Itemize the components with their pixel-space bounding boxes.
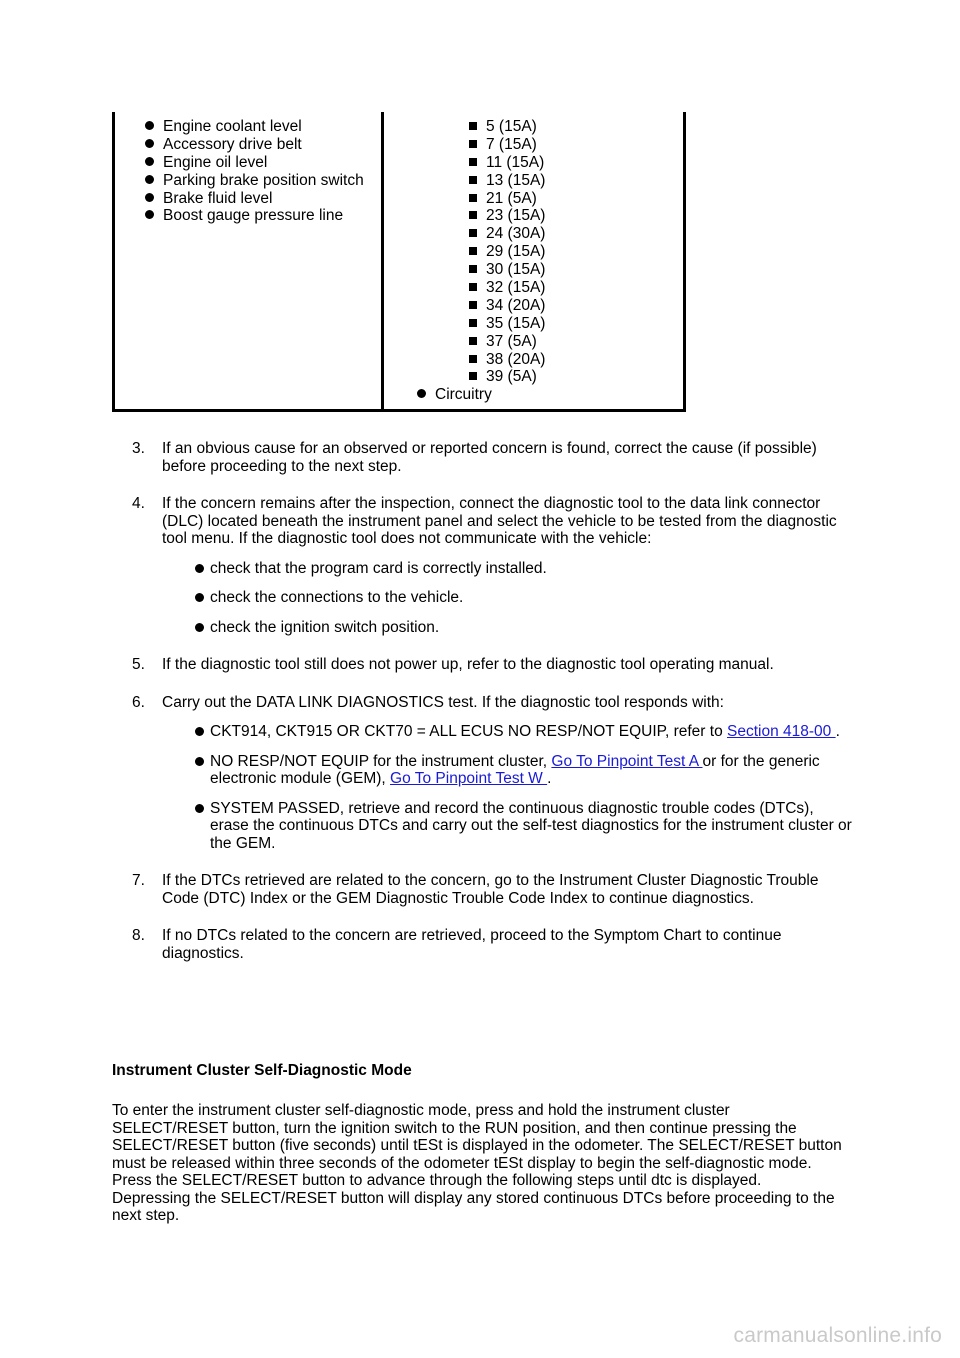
list-item: SYSTEM PASSED, retrieve and record the continuous diagnostic trouble codes (DTCs), erase the continuous DTCs and carry out the self-test diagnostics for the instrument cluster or the GEM. xyxy=(162,800,852,853)
list-item: Engine oil level xyxy=(145,154,364,172)
list-item: Parking brake position switch xyxy=(145,172,364,190)
list-item: check that the program card is correctly installed. xyxy=(162,560,852,578)
fuse-item: 5 (15A) xyxy=(417,118,545,136)
square-bullet-icon xyxy=(469,301,477,309)
square-bullet-icon xyxy=(469,122,477,130)
bullet-icon xyxy=(145,157,154,166)
pinpoint-test-w-link[interactable]: Go To Pinpoint Test W xyxy=(390,770,548,787)
square-bullet-icon xyxy=(469,355,477,363)
square-bullet-icon xyxy=(469,319,477,327)
step-4: 4. If the concern remains after the inspection, connect the diagnostic tool to the data link connector (DLC) located beneath the instrument panel and select the vehicle to be tested from the diagnostic tool menu. If the diagnostic tool does not communicate with the vehicle: check that the program card is correctly installed. check the connections to the vehicle. check the ignition switch position. xyxy=(132,495,852,636)
bullet-icon xyxy=(195,804,204,813)
fuse-item: 21 (5A) xyxy=(417,190,545,208)
step-6: 6. Carry out the DATA LINK DIAGNOSTICS test. If the diagnostic tool responds with: CKT914, CKT915 OR CKT70 = ALL ECUS NO RESP/NOT EQUIP, refer to Section 418-00 . NO RESP/NOT EQUIP for the instrument cluster, Go To Pinpoint Test A or for the generic electronic module (GEM), Go To Pinpoint Test W . SYSTEM PASSED, retrieve and record the continuous diagnostic trouble codes (DTCs), erase the continuous DTCs and carry out the self-test diagnostics for the instrument cluster or the GEM. xyxy=(132,693,852,852)
step-5: 5. If the diagnostic tool still does not power up, refer to the diagnostic tool operating manual. xyxy=(132,656,774,673)
list-item: Circuitry xyxy=(417,386,545,404)
watermark: carmanualsonline.info xyxy=(733,1324,942,1347)
square-bullet-icon xyxy=(469,158,477,166)
pinpoint-test-a-link[interactable]: Go To Pinpoint Test A xyxy=(551,752,703,770)
square-bullet-icon xyxy=(469,265,477,273)
visual-inspection-column xyxy=(145,118,364,225)
step-7: 7. If the DTCs retrieved are related to the concern, go to the Instrument Cluster Diagnostic Trouble Code (DTC) Index or the GEM Diagnostic Trouble Code Index to continue diagnostics. xyxy=(132,872,819,907)
fuse-item: 35 (15A) xyxy=(417,315,545,333)
bullet-icon xyxy=(195,623,204,632)
list-item: Accessory drive belt xyxy=(145,136,364,154)
bullet-icon xyxy=(195,593,204,602)
list-item: check the connections to the vehicle. xyxy=(162,589,852,607)
section-paragraph: To enter the instrument cluster self-diagnostic mode, press and hold the instrument cluster SELECT/RESET button, turn the ignition switch to the RUN position, and then continue pressing the SELECT/RESET button (five seconds) until tESt is displayed in the odometer. The SELECT/RESET button must be released within three seconds of the odometer tESt display to begin the self-diagnostic mode. Press the SELECT/RESET button to advance through the following steps until dtc is displayed. Depressing the SELECT/RESET button will display any stored continuous DTCs before proceeding to the next step. xyxy=(112,1102,842,1224)
bullet-icon xyxy=(145,193,154,202)
list-item: CKT914, CKT915 OR CKT70 = ALL ECUS NO RESP/NOT EQUIP, refer to Section 418-00 . xyxy=(162,723,852,741)
square-bullet-icon xyxy=(469,211,477,219)
step-4-bullets xyxy=(162,560,852,637)
step-3: 3. If an obvious cause for an observed or reported concern is found, correct the cause (if possible) before proceeding to the next step. xyxy=(132,440,817,475)
fuse-item: 37 (5A) xyxy=(417,333,545,351)
list-item: Engine coolant level xyxy=(145,118,364,136)
fuse-item: 23 (15A) xyxy=(417,207,545,225)
fuse-item: 7 (15A) xyxy=(417,136,545,154)
step-6-bullets xyxy=(162,723,852,852)
bullet-icon xyxy=(195,727,204,736)
fuse-item: 11 (15A) xyxy=(417,154,545,172)
square-bullet-icon xyxy=(469,247,477,255)
square-bullet-icon xyxy=(469,337,477,345)
step-8: 8. If no DTCs related to the concern are retrieved, proceed to the Symptom Chart to continue diagnostics. xyxy=(132,927,782,962)
bullet-icon xyxy=(195,757,204,766)
fuse-item: 38 (20A) xyxy=(417,351,545,369)
table-divider xyxy=(381,112,384,409)
electrical-column xyxy=(417,118,545,404)
list-item: check the ignition switch position. xyxy=(162,619,852,637)
square-bullet-icon xyxy=(469,283,477,291)
bullet-icon xyxy=(417,389,426,398)
square-bullet-icon xyxy=(469,229,477,237)
square-bullet-icon xyxy=(469,140,477,148)
fuse-item: 39 (5A) xyxy=(417,368,545,386)
inspection-table xyxy=(112,112,686,412)
fuse-item: 30 (15A) xyxy=(417,261,545,279)
bullet-icon xyxy=(145,139,154,148)
bullet-icon xyxy=(195,564,204,573)
square-bullet-icon xyxy=(469,194,477,202)
bullet-icon xyxy=(145,121,154,130)
fuse-item: 34 (20A) xyxy=(417,297,545,315)
fuse-item: 13 (15A) xyxy=(417,172,545,190)
bullet-icon xyxy=(145,175,154,184)
bullet-icon xyxy=(145,210,154,219)
list-item: Boost gauge pressure line xyxy=(145,207,364,225)
section-heading: Instrument Cluster Self-Diagnostic Mode xyxy=(112,1062,412,1079)
square-bullet-icon xyxy=(469,372,477,380)
fuse-item: 29 (15A) xyxy=(417,243,545,261)
square-bullet-icon xyxy=(469,176,477,184)
section-418-00-link[interactable]: Section 418-00 xyxy=(727,723,836,740)
list-item: NO RESP/NOT EQUIP for the instrument cluster, Go To Pinpoint Test A or for the generic electronic module (GEM), Go To Pinpoint Test W . xyxy=(162,753,852,788)
fuse-item: 24 (30A) xyxy=(417,225,545,243)
diagnostic-steps xyxy=(132,440,852,982)
list-item: Brake fluid level xyxy=(145,190,364,208)
fuse-item: 32 (15A) xyxy=(417,279,545,297)
